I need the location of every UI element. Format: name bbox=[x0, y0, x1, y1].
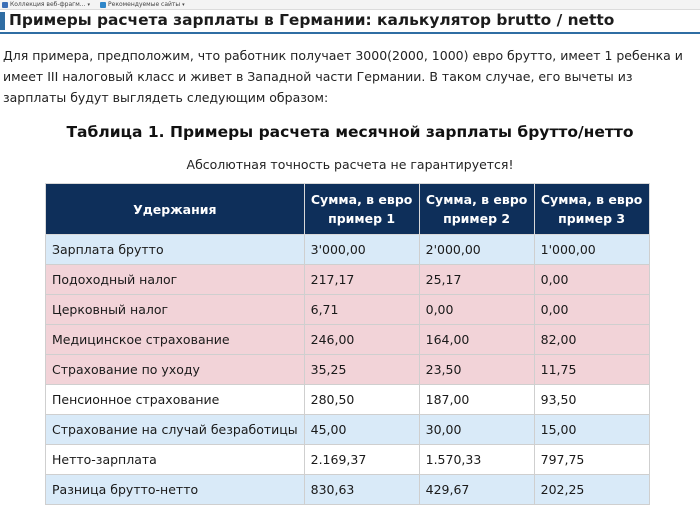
row-label-cell: Страхование по уходу bbox=[46, 355, 305, 385]
value-cell-example-2: 0,00 bbox=[419, 295, 534, 325]
value-cell-example-2: 187,00 bbox=[419, 385, 534, 415]
value-cell-example-1: 6,71 bbox=[304, 295, 419, 325]
value-cell-example-3: 202,25 bbox=[534, 475, 649, 505]
value-cell-example-1: 45,00 bbox=[304, 415, 419, 445]
row-label-cell: Церковный налог bbox=[46, 295, 305, 325]
value-cell-example-2: 30,00 bbox=[419, 415, 534, 445]
value-cell-example-3: 797,75 bbox=[534, 445, 649, 475]
value-cell-example-3: 0,00 bbox=[534, 265, 649, 295]
table-row bbox=[46, 445, 650, 475]
row-label-cell: Страхование на случай безработицы bbox=[46, 415, 305, 445]
salary-table bbox=[45, 183, 650, 505]
table-row bbox=[46, 475, 650, 505]
intro-paragraph: Для примера, предположим, что работник получает 3000(2000, 1000) евро брутто, имеет 1 ребенка и имеет III налоговый класс и живет в Западной части Германии. В таком случае, его вычеты из зарплаты будут выглядеть следующим образом: bbox=[3, 48, 683, 105]
favorites-item-label: Рекомендуемые сайты bbox=[108, 0, 181, 8]
value-cell-example-1: 246,00 bbox=[304, 325, 419, 355]
value-cell-example-3: 11,75 bbox=[534, 355, 649, 385]
value-cell-example-1: 280,50 bbox=[304, 385, 419, 415]
collection-icon bbox=[2, 2, 8, 8]
table-row bbox=[46, 295, 650, 325]
table-header-row bbox=[46, 184, 650, 235]
favorites-bar bbox=[0, 0, 700, 10]
chevron-down-icon: ▾ bbox=[182, 1, 185, 8]
heading-accent-bar bbox=[0, 12, 5, 30]
table-note: Абсолютная точность расчета не гарантируется! bbox=[186, 157, 514, 172]
row-label-cell: Пенсионное страхование bbox=[46, 385, 305, 415]
page-title: Примеры расчета зарплаты в Германии: калькулятор brutto / netto bbox=[9, 11, 615, 29]
value-cell-example-3: 1'000,00 bbox=[534, 235, 649, 265]
value-cell-example-2: 2'000,00 bbox=[419, 235, 534, 265]
column-header-example-3: Сумма, в евро пример 3 bbox=[534, 184, 649, 235]
value-cell-example-3: 82,00 bbox=[534, 325, 649, 355]
row-label-cell: Медицинское страхование bbox=[46, 325, 305, 355]
column-header-deductions: Удержания bbox=[46, 184, 305, 235]
table-row bbox=[46, 265, 650, 295]
favorites-item-collection[interactable] bbox=[2, 0, 90, 10]
table-row bbox=[46, 415, 650, 445]
value-cell-example-2: 23,50 bbox=[419, 355, 534, 385]
bing-icon bbox=[100, 2, 106, 8]
value-cell-example-2: 25,17 bbox=[419, 265, 534, 295]
value-cell-example-1: 3'000,00 bbox=[304, 235, 419, 265]
chevron-down-icon: ▾ bbox=[87, 1, 91, 8]
table-row bbox=[46, 355, 650, 385]
value-cell-example-3: 93,50 bbox=[534, 385, 649, 415]
value-cell-example-1: 35,25 bbox=[304, 355, 419, 385]
row-label-cell: Подоходный налог bbox=[46, 265, 305, 295]
table-title: Таблица 1. Примеры расчета месячной зарплаты брутто/нетто bbox=[66, 123, 634, 141]
value-cell-example-3: 15,00 bbox=[534, 415, 649, 445]
favorites-item-recommended[interactable] bbox=[100, 0, 185, 10]
value-cell-example-2: 1.570,33 bbox=[419, 445, 534, 475]
table-row bbox=[46, 235, 650, 265]
value-cell-example-3: 0,00 bbox=[534, 295, 649, 325]
column-header-example-1: Сумма, в евро пример 1 bbox=[304, 184, 419, 235]
column-header-example-2: Сумма, в евро пример 2 bbox=[419, 184, 534, 235]
row-label-cell: Нетто-зарплата bbox=[46, 445, 305, 475]
row-label-cell: Разница брутто-нетто bbox=[46, 475, 305, 505]
table-row bbox=[46, 325, 650, 355]
value-cell-example-2: 429,67 bbox=[419, 475, 534, 505]
table-row bbox=[46, 385, 650, 415]
value-cell-example-1: 217,17 bbox=[304, 265, 419, 295]
value-cell-example-1: 830,63 bbox=[304, 475, 419, 505]
row-label-cell: Зарплата брутто bbox=[46, 235, 305, 265]
favorites-item-label: Коллекция веб-фрагм... bbox=[10, 0, 86, 8]
value-cell-example-1: 2.169,37 bbox=[304, 445, 419, 475]
page-heading-block bbox=[0, 10, 700, 34]
value-cell-example-2: 164,00 bbox=[419, 325, 534, 355]
